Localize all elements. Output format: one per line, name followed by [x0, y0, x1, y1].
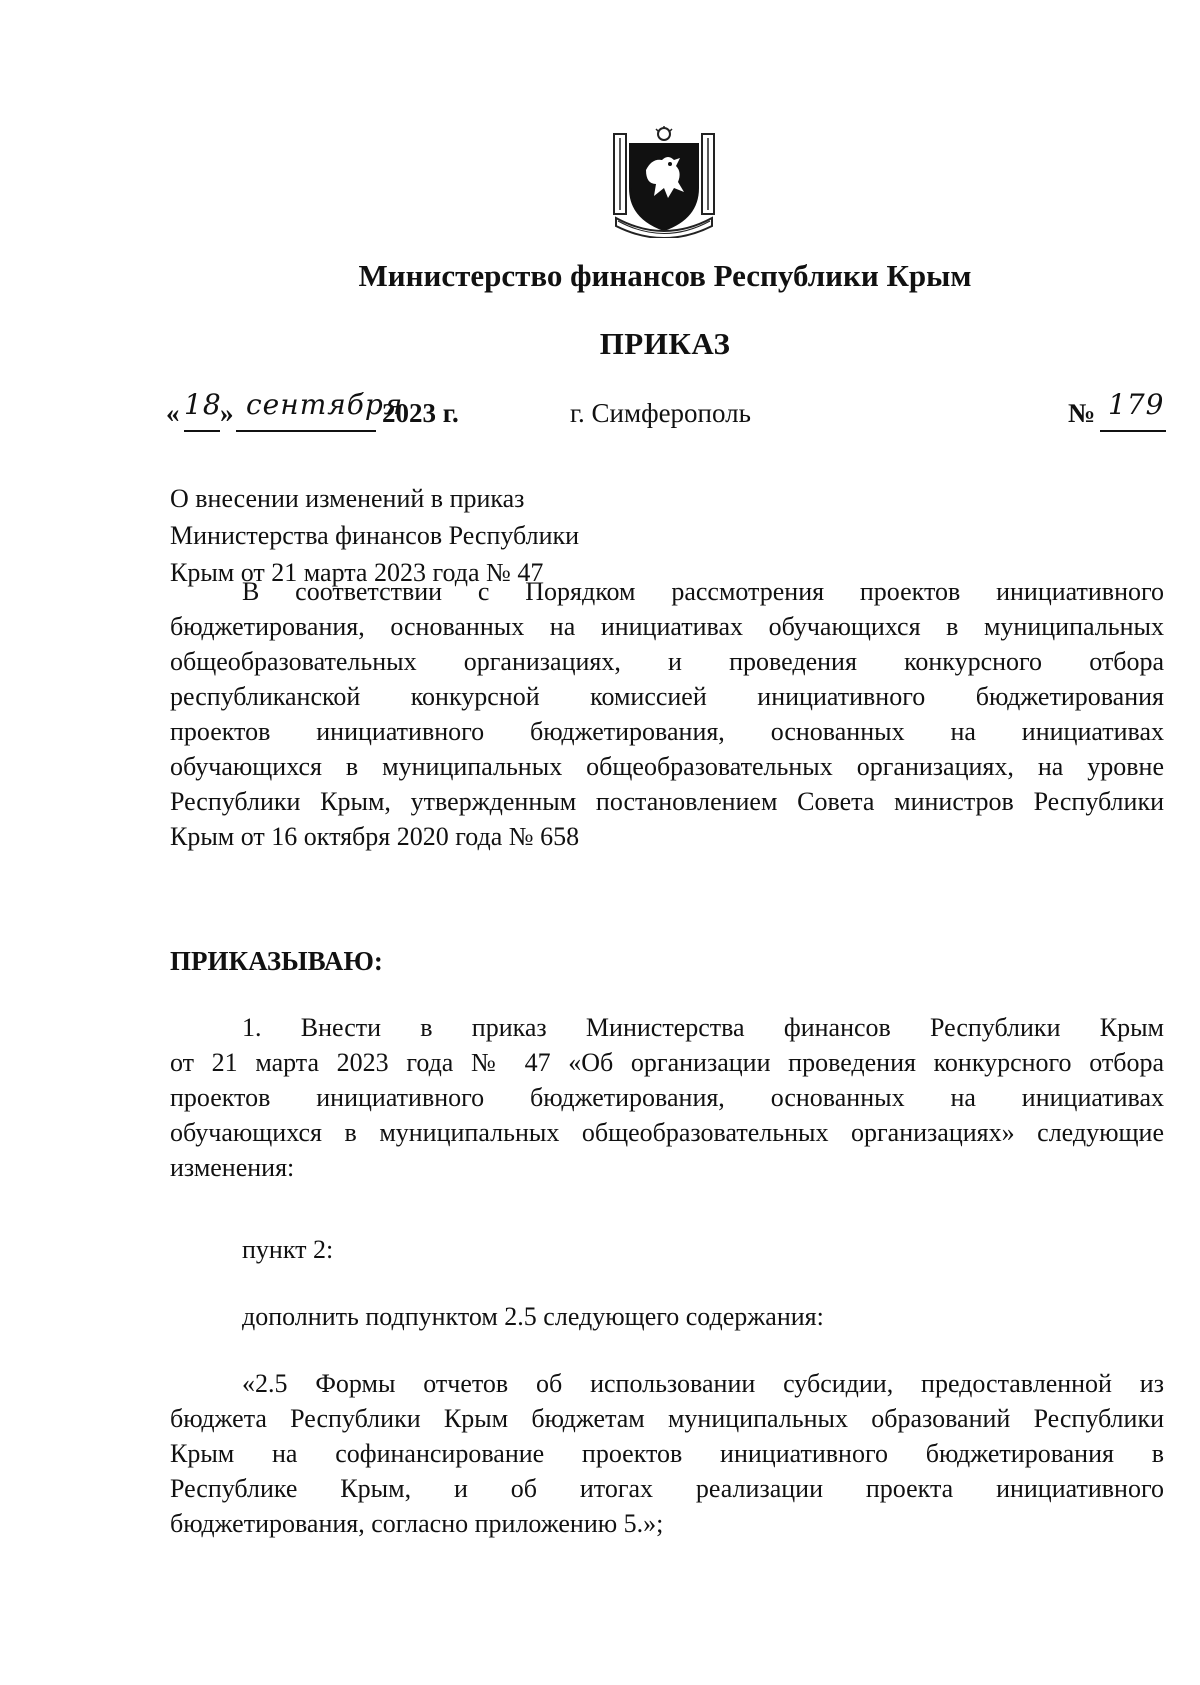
preamble-line: проектов инициативного бюджетирования, основанных на инициативах	[170, 717, 1164, 746]
handwritten-number: 179	[1108, 388, 1165, 421]
item-line: проектов инициативного бюджетирования, основанных на инициативах	[170, 1083, 1164, 1112]
preamble-line: Республики Крым, утвержденным постановлением Совета министров Республики	[170, 787, 1164, 816]
quoted-subpoint-paragraph	[170, 1366, 1164, 1541]
item-line: от 21 марта 2023 года № 47 «Об организации проведения конкурсного отбора	[170, 1048, 1164, 1077]
item-1-paragraph	[170, 1010, 1164, 1185]
dateline	[166, 388, 1165, 432]
preamble-line: Крым от 16 октября 2020 года № 658	[170, 822, 580, 851]
handwritten-day: 18	[184, 388, 222, 421]
subject-line: Министерства финансов Республики	[170, 521, 580, 550]
item-line: изменения:	[170, 1153, 295, 1182]
day-underline	[184, 430, 220, 432]
quote-close: »	[220, 398, 234, 428]
subject-line: О внесении изменений в приказ	[170, 484, 525, 513]
point-label: пункт 2:	[242, 1235, 334, 1264]
month-underline	[236, 430, 376, 432]
quote-line: бюджетирования, согласно приложению 5.»;	[170, 1509, 664, 1538]
handwritten-month: сентября	[246, 388, 404, 421]
preamble-line: общеобразовательных организациях, и проведения конкурсного отбора	[170, 647, 1164, 676]
number-underline	[1100, 430, 1166, 432]
preamble-line: бюджетирования, основанных на инициативах обучающихся в муниципальных	[170, 612, 1164, 641]
document-title: ПРИКАЗ	[599, 326, 731, 361]
quote-line: Республике Крым, и об итогах реализации проекта инициативного	[170, 1474, 1164, 1503]
preamble-line: обучающихся в муниципальных общеобразовательных организациях, на уровне	[170, 752, 1164, 781]
preamble-paragraph	[170, 574, 1164, 854]
preamble-line: В соответствии с Порядком рассмотрения проектов инициативного	[242, 577, 1164, 606]
preamble-line: республиканской конкурсной комиссией инициативного бюджетирования	[170, 682, 1164, 711]
quote-line: «2.5 Формы отчетов об использовании субсидии, предоставленной из	[242, 1369, 1164, 1398]
quote-line: Крым на софинансирование проектов инициативного бюджетирования в	[170, 1439, 1164, 1468]
city: г. Симферополь	[570, 398, 751, 428]
quote-line: бюджета Республики Крым бюджетам муниципальных образований Республики	[170, 1404, 1164, 1433]
item-line: 1. Внести в приказ Министерства финансов Республики Крым	[242, 1013, 1164, 1042]
item-line: обучающихся в муниципальных общеобразовательных организациях» следующие	[170, 1118, 1164, 1147]
quote-open: «	[166, 398, 180, 428]
coat-of-arms-emblem	[612, 126, 716, 238]
supplement-text: дополнить подпунктом 2.5 следующего содержания:	[242, 1302, 824, 1331]
subject-line: Крым от 21 марта 2023 года № 47	[170, 558, 544, 587]
number-label: №	[1068, 398, 1096, 428]
order-directive-heading: ПРИКАЗЫВАЮ:	[170, 946, 383, 976]
ministry-name: Министерство финансов Республики Крым	[358, 258, 972, 293]
year: 2023 г.	[382, 398, 459, 428]
